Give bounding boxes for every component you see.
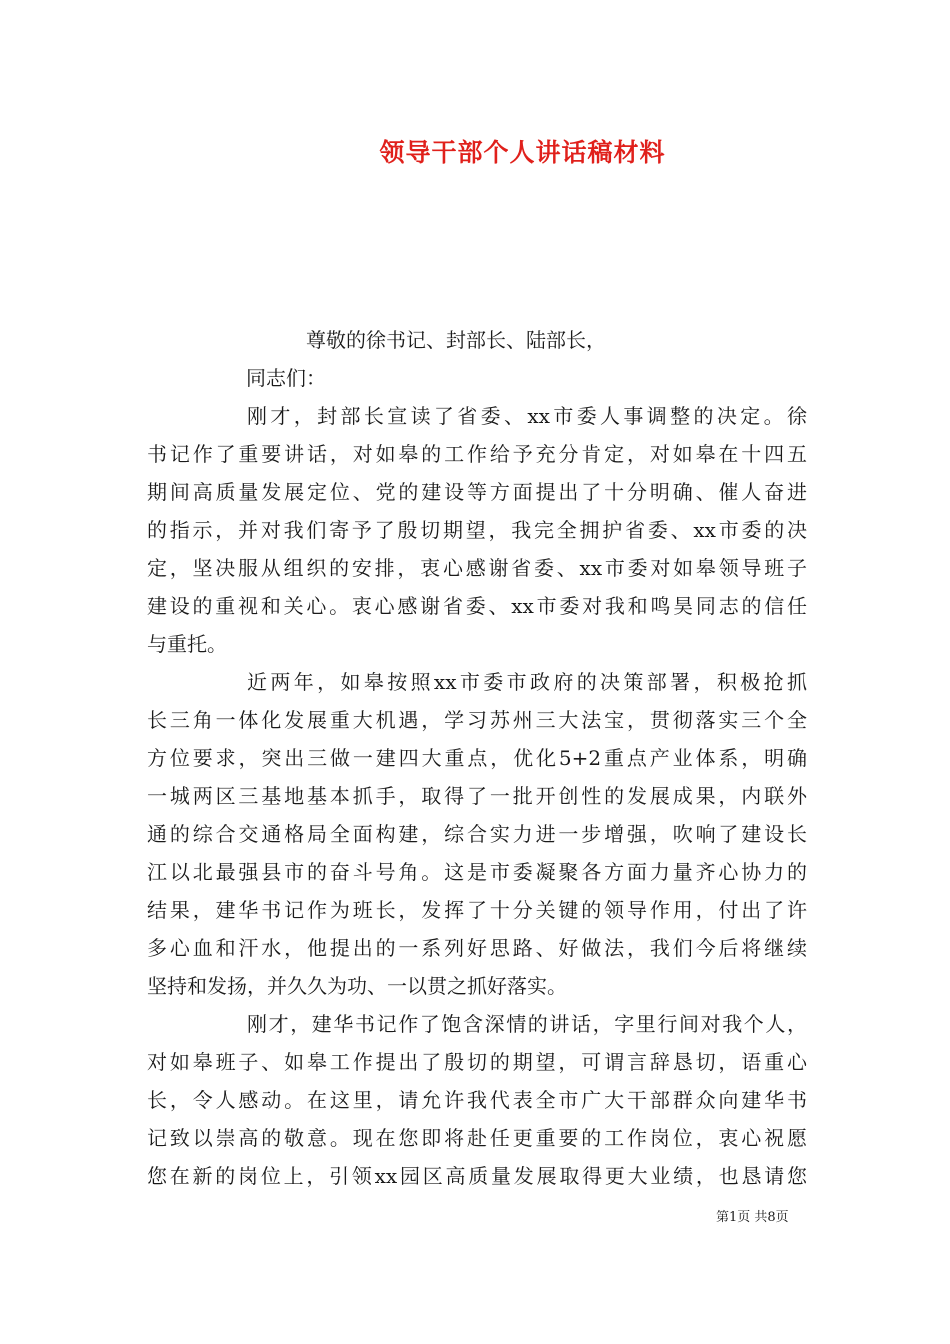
paragraph-line: 书记作了重要讲话，对如皋的工作给予充分肯定，对如皋在十四五 (147, 442, 807, 466)
paragraph-line: 定，坚决服从组织的安排，衷心感谢省委、xx市委对如皋领导班子 (147, 556, 807, 580)
paragraph-line: 您在新的岗位上，引领xx园区高质量发展取得更大业绩，也恳请您 (147, 1164, 807, 1188)
paragraph (147, 667, 807, 1009)
paragraph-line: 的指示，并对我们寄予了殷切期望，我完全拥护省委、xx市委的决 (147, 518, 807, 542)
paragraph-line: 江以北最强县市的奋斗号角。这是市委凝聚各方面力量齐心协力的 (147, 860, 807, 884)
paragraph-line: 近两年，如皋按照xx市委市政府的决策部署，积极抢抓 (247, 670, 807, 694)
paragraph-line: 对如皋班子、如皋工作提出了殷切的期望，可谓言辞恳切，语重心 (147, 1050, 807, 1074)
paragraph-line: 一城两区三基地基本抓手，取得了一批开创性的发展成果，内联外 (147, 784, 807, 808)
paragraph-line: 刚才，封部长宣读了省委、xx市委人事调整的决定。徐 (247, 404, 807, 428)
page-footer: 第1页 共8页 (716, 1210, 789, 1225)
paragraph-line: 与重托。 (147, 632, 227, 656)
paragraph-line: 坚持和发扬，并久久为功、一以贯之抓好落实。 (147, 974, 567, 998)
paragraph (147, 401, 807, 667)
document-title: 领导干部个人讲话稿材料 (379, 138, 666, 167)
paragraph-line: 长三角一体化发展重大机遇，学习苏州三大法宝，贯彻落实三个全 (147, 708, 807, 732)
paragraph-line: 刚才，建华书记作了饱含深情的讲话，字里行间对我个人， (247, 1012, 807, 1036)
salutation: 尊敬的徐书记、封部长、陆部长， (306, 328, 606, 352)
paragraph-line: 长，令人感动。在这里，请允许我代表全市广大干部群众向建华书 (147, 1088, 807, 1112)
paragraph-line: 多心血和汗水，他提出的一系列好思路、好做法，我们今后将继续 (147, 936, 807, 960)
paragraph (147, 1009, 807, 1199)
paragraph-line: 期间高质量发展定位、党的建设等方面提出了十分明确、催人奋进 (147, 480, 807, 504)
paragraph-line: 通的综合交通格局全面构建，综合实力进一步增强，吹响了建设长 (147, 822, 807, 846)
paragraph-line: 记致以崇高的敬意。现在您即将赴任更重要的工作岗位，衷心祝愿 (147, 1126, 807, 1150)
paragraph-line: 结果，建华书记作为班长，发挥了十分关键的领导作用，付出了许 (147, 898, 807, 922)
paragraph-line: 建设的重视和关心。衷心感谢省委、xx市委对我和鸣昊同志的信任 (147, 594, 807, 618)
paragraph-line: 方位要求，突出三做一建四大重点，优化5+2重点产业体系，明确 (147, 746, 807, 770)
greeting: 同志们： (246, 366, 326, 390)
document-body (147, 401, 807, 1199)
